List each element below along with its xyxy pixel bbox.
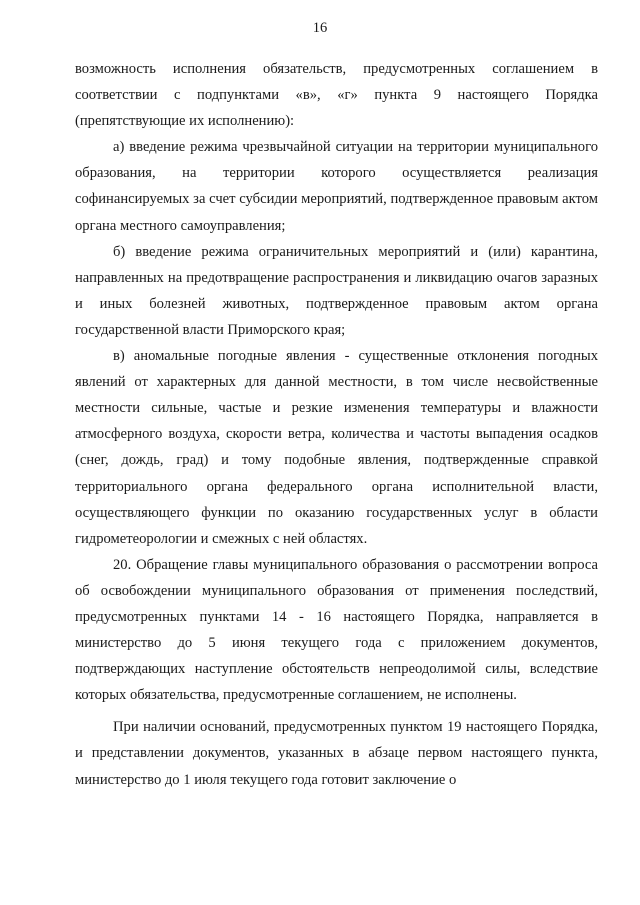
paragraph-continuation: возможность исполнения обязательств, предусмотренных соглашением в соответствии с подпунктами «в», «г» пункта 9 настоящего Порядка (препятствующие их исполнению):: [75, 61, 598, 130]
paragraph-point-20: 20. Обращение главы муниципального образования о рассмотрении вопроса об освобождении муниципального образования от применения последствий, предусмотренных пунктами 14 - 16 настоящего Порядка, направляется в министерство до 5 июня текущего года с приложением документов, подтверждающих наступление обстоятельств непреодолимой силы, вследствие которых обязательства, предусмотренные соглашением, не исполнены.: [75, 556, 598, 704]
paragraph-item-v: в) аномальные погодные явления - существенные отклонения погодных явлений от характерных для данной местности, в том числе несвойственные местности сильные, частые и резкие изменения температуры и влажности атмосферного воздуха, скорости ветра, количества и частоты выпадения осадков (снег, дождь, град) и тому подобные явления, подтвержденные справкой территориального органа федерального органа исполнительной власти, осуществляющего функции по оказанию государственных услуг в области гидрометеорологии и смежных с ней областях.: [75, 348, 598, 547]
paragraph-item-b: б) введение режима ограничительных мероприятий и (или) карантина, направленных на предотвращение распространения и ликвидацию очагов заразных и иных болезней животных, подтвержденное правовым актом органа государственной власти Приморского края;: [75, 243, 598, 338]
document-body: [75, 56, 598, 793]
paragraph-conditions: При наличии оснований, предусмотренных пунктом 19 настоящего Порядка, и представлении документов, указанных в абзаце первом настоящего пункта, министерство до 1 июля текущего года готовит заключение о: [75, 719, 598, 788]
page-number: 16: [312, 20, 328, 36]
paragraph-item-a: а) введение режима чрезвычайной ситуации на территории муниципального образования, на территории которого осуществляется реализация софинансируемых за счет субсидии мероприятий, подтвержденное правовым актом органа местного самоуправления;: [75, 139, 598, 234]
